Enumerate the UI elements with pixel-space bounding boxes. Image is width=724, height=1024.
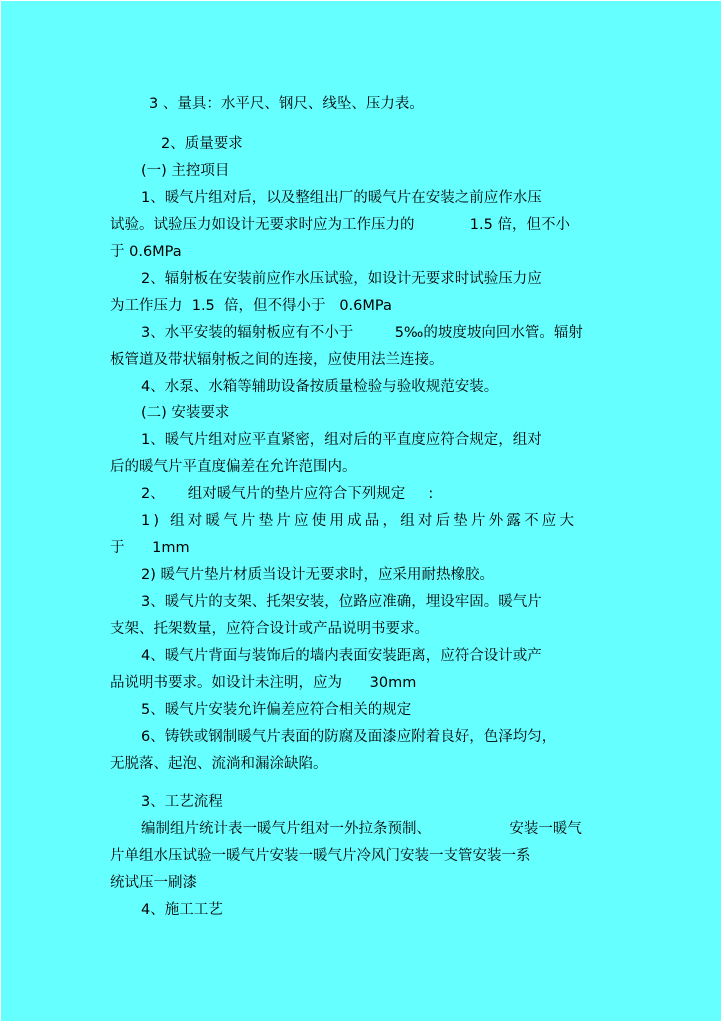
text-line: 无脱落、起泡、流淌和漏涂缺陷。 bbox=[110, 756, 328, 772]
text-line: 于 0.6MPa bbox=[110, 244, 182, 260]
text-line: 3、水平安装的辐射板应有不小于 5‰的坡度坡向回水管。辐射 bbox=[141, 325, 583, 341]
text-line: 6、铸铁或钢制暖气片表面的防腐及面漆应附着良好，色泽均匀， bbox=[141, 729, 557, 745]
text-line: 后的暖气片平直度偏差在允许范围内。 bbox=[110, 459, 357, 475]
text-line: 3 、量具：水平尺、钢尺、线坠、压力表。 bbox=[149, 96, 424, 112]
text-line: 2) 暖气片垫片材质当设计无要求时，应采用耐热橡胶。 bbox=[141, 567, 494, 583]
subsection-heading: (二) 安装要求 bbox=[141, 405, 230, 421]
section-heading: 4、施工工艺 bbox=[141, 902, 223, 918]
text-line: 2、 组对暖气片的垫片应符合下列规定 : bbox=[141, 486, 434, 502]
text-line: 于 1mm bbox=[110, 540, 190, 556]
text-line: 4、水泵、水箱等辅助设备按质量检验与验收规范安装。 bbox=[141, 379, 499, 395]
text-line: 试验。试验压力如设计无要求时应为工作压力的 1.5 倍，但不小 bbox=[110, 217, 570, 233]
text-line: 片单组水压试验一暖气片安装一暖气片冷风门安装一支管安装一系 bbox=[110, 848, 531, 864]
text-line: 品说明书要求。如设计未注明，应为 30mm bbox=[110, 675, 417, 691]
text-line: 2、辐射板在安装前应作水压试验，如设计无要求时试验压力应 bbox=[141, 271, 542, 287]
text-line: 统试压一刷漆 bbox=[110, 875, 197, 891]
text-line: 1、暖气片组对应平直紧密，组对后的平直度应符合规定，组对 bbox=[141, 432, 542, 448]
text-line: 支架、托架数量，应符合设计或产品说明书要求。 bbox=[110, 621, 429, 637]
text-line: 5、暖气片安装允许偏差应符合相关的规定 bbox=[141, 702, 412, 718]
text-line: 3、暖气片的支架、托架安装，位路应准确，埋设牢固。暖气片 bbox=[141, 594, 542, 610]
subsection-heading: (一) 主控项目 bbox=[141, 163, 230, 179]
text-line: 板管道及带状辐射板之间的连接，应使用法兰连接。 bbox=[110, 352, 444, 368]
text-line: 1) 组对暖气片垫片应使用成品，组对后垫片外露不应大 bbox=[141, 513, 578, 529]
section-heading: 2、质量要求 bbox=[161, 136, 243, 152]
text-line: 1、暖气片组对后，以及整组出厂的暖气片在安装之前应作水压 bbox=[141, 190, 542, 206]
document-page bbox=[1, 1, 721, 1021]
section-heading: 3、工艺流程 bbox=[141, 794, 223, 810]
text-line: 编制组片统计表一暖气片组对一外拉条预制、 安装一暖气 bbox=[141, 821, 582, 837]
text-line: 4、暖气片背面与装饰后的墙内表面安装距离，应符合设计或产 bbox=[141, 648, 542, 664]
text-line: 为工作压力 1.5 倍，但不得小于 0.6MPa bbox=[110, 298, 392, 314]
